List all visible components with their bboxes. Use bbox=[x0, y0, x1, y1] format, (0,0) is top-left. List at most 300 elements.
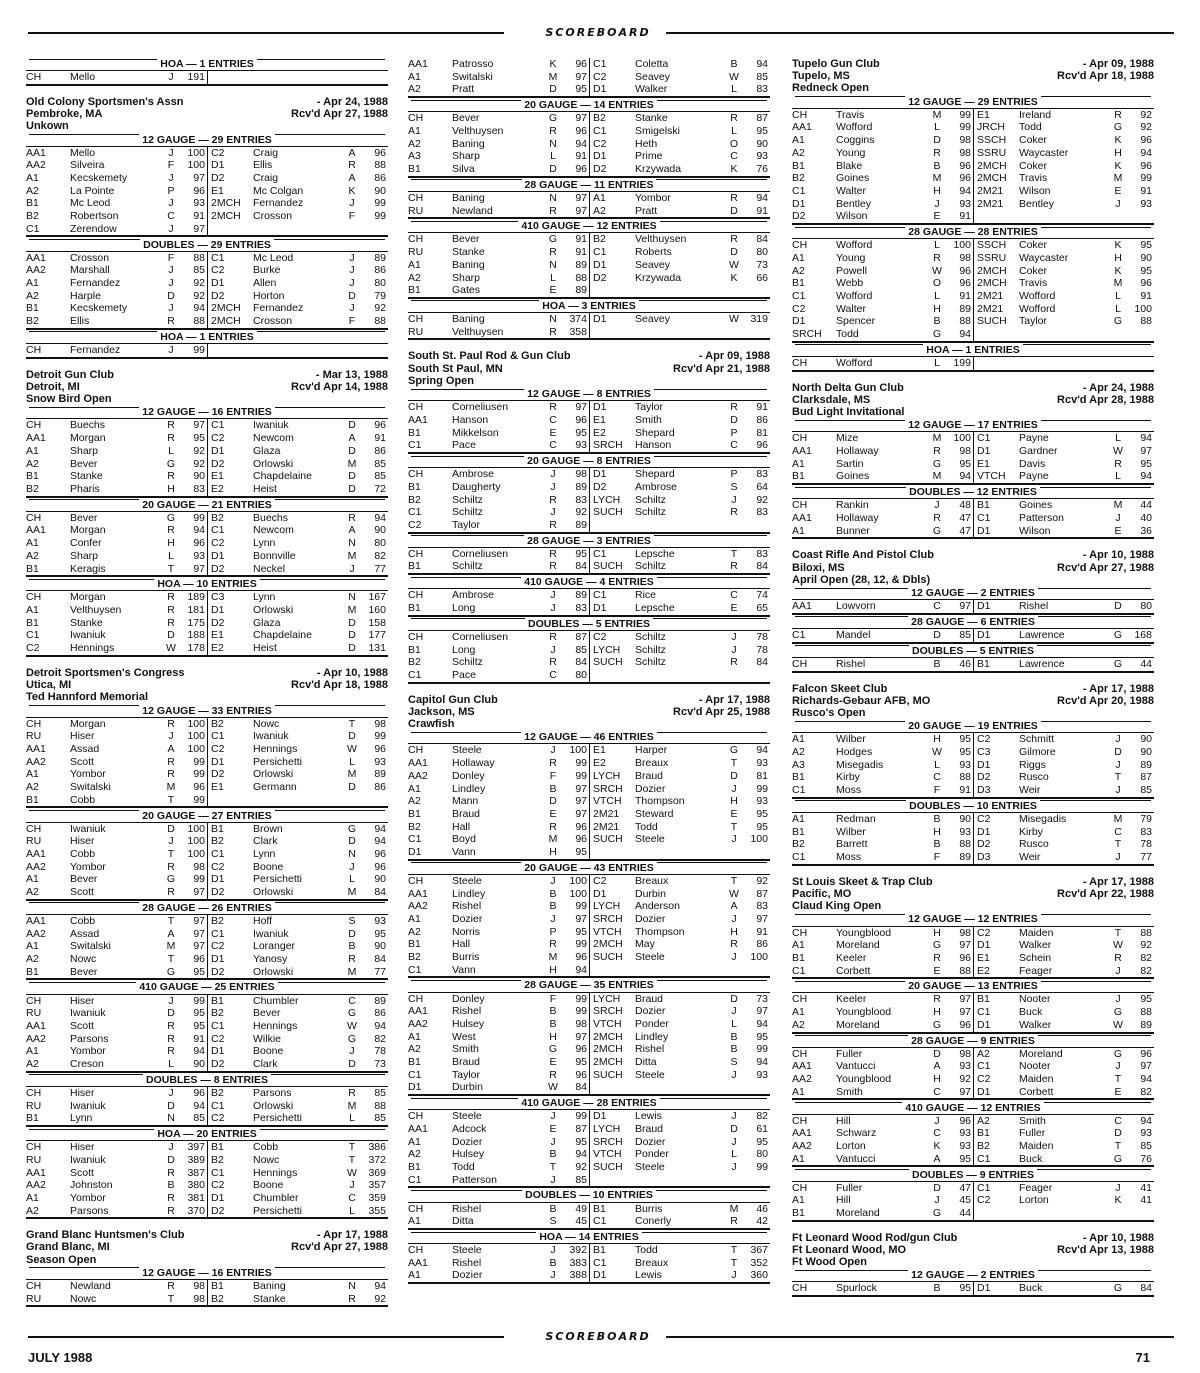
result-left bbox=[26, 928, 207, 941]
class-letter bbox=[726, 669, 742, 682]
shooter-name: Crosson bbox=[253, 315, 293, 328]
score: 94 bbox=[193, 302, 205, 315]
class-letter: D bbox=[348, 927, 356, 940]
shooter-name: Lindley bbox=[452, 887, 486, 900]
results-table bbox=[408, 313, 770, 340]
club-name: St Louis Skeet & Trap Club bbox=[792, 875, 933, 888]
results-table bbox=[26, 252, 388, 330]
result-right bbox=[973, 1086, 1154, 1099]
class-letter: K bbox=[933, 1140, 941, 1153]
table-row bbox=[26, 886, 388, 899]
class-letter: B bbox=[348, 940, 356, 953]
result-right bbox=[589, 326, 770, 339]
result-right bbox=[589, 284, 770, 297]
shooter-name: Walker bbox=[1019, 1018, 1052, 1031]
class-letter: M bbox=[166, 781, 176, 794]
result-right bbox=[207, 470, 388, 483]
class-letter: B bbox=[730, 1030, 738, 1043]
score: 100 bbox=[187, 717, 205, 730]
score: 94 bbox=[575, 137, 587, 150]
event-name: Season Open bbox=[26, 1253, 97, 1266]
section-header bbox=[792, 1035, 1154, 1048]
shooter-name: Walker bbox=[1019, 939, 1052, 952]
result-right bbox=[973, 826, 1154, 839]
score bbox=[1126, 357, 1154, 370]
table-row bbox=[26, 512, 388, 525]
score: 175 bbox=[187, 616, 205, 629]
class-letter: J bbox=[168, 197, 174, 210]
class-code: AA1 bbox=[26, 251, 46, 264]
score: 79 bbox=[374, 289, 386, 302]
club-location: Ft Leonard Wood, MO bbox=[792, 1243, 907, 1256]
class-code: A2 bbox=[408, 795, 421, 808]
result-right bbox=[207, 756, 388, 769]
class-letter: R bbox=[730, 656, 738, 669]
table-row bbox=[408, 589, 770, 602]
table-row bbox=[26, 524, 388, 537]
class-code bbox=[211, 794, 253, 807]
table-row bbox=[408, 1203, 770, 1216]
club-header-line bbox=[792, 549, 1154, 561]
shooter-name: Misegadis bbox=[836, 758, 884, 771]
class-letter: R bbox=[933, 993, 941, 1006]
class-letter: R bbox=[167, 1204, 175, 1217]
result-right bbox=[589, 71, 770, 84]
score: 86 bbox=[374, 444, 386, 457]
result-left bbox=[792, 445, 973, 458]
class-code: CH bbox=[408, 468, 424, 481]
class-letter: R bbox=[933, 251, 941, 264]
class-code: 2M21 bbox=[977, 289, 1004, 302]
score: 100 bbox=[187, 848, 205, 861]
class-code: AA2 bbox=[792, 1140, 812, 1153]
table-row bbox=[26, 730, 388, 743]
table-row bbox=[26, 835, 388, 848]
class-code: RU bbox=[26, 1153, 42, 1166]
shooter-name: Ponder bbox=[635, 1017, 669, 1030]
class-code: D2 bbox=[211, 1058, 225, 1071]
class-code: SRCH bbox=[792, 327, 822, 340]
shooter-name: Lynn bbox=[70, 1112, 93, 1125]
event-name: Crawfish bbox=[408, 718, 455, 731]
class-code: CH bbox=[408, 744, 424, 757]
section-rule bbox=[29, 499, 139, 500]
class-code: E1 bbox=[211, 629, 224, 642]
score: 95 bbox=[756, 124, 768, 137]
class-code: CH bbox=[408, 630, 424, 643]
club-block bbox=[26, 58, 388, 86]
result-left bbox=[792, 993, 973, 1006]
score: 96 bbox=[374, 860, 386, 873]
class-letter: R bbox=[549, 493, 557, 506]
shooter-name: Persichetti bbox=[253, 1204, 303, 1217]
score: 383 bbox=[569, 1256, 587, 1269]
score: 99 bbox=[193, 768, 205, 781]
shooter-name: Iwaniuk bbox=[70, 1007, 106, 1020]
result-right bbox=[589, 1174, 770, 1187]
table-row bbox=[26, 781, 388, 794]
class-code: A1 bbox=[408, 1135, 421, 1148]
score: 90 bbox=[374, 524, 386, 537]
result-left bbox=[792, 210, 973, 223]
table-row bbox=[26, 1087, 388, 1100]
section-rule bbox=[795, 344, 923, 345]
score: 80 bbox=[374, 537, 386, 550]
score bbox=[742, 519, 770, 532]
shooter-name: Scott bbox=[70, 755, 94, 768]
result-right bbox=[589, 439, 770, 452]
score: 397 bbox=[187, 1141, 205, 1154]
section-rule bbox=[260, 1129, 385, 1130]
score: 95 bbox=[575, 426, 587, 439]
class-code: CH bbox=[26, 1280, 42, 1293]
class-letter: J bbox=[550, 912, 556, 925]
class-code: E2 bbox=[977, 964, 990, 977]
class-letter: R bbox=[549, 630, 557, 643]
score: 94 bbox=[756, 58, 768, 70]
result-left bbox=[792, 1086, 973, 1099]
section-header bbox=[792, 645, 1154, 658]
result-right bbox=[207, 419, 388, 432]
shooter-name: Schiltz bbox=[452, 656, 483, 669]
class-letter: G bbox=[347, 1007, 357, 1020]
class-code: D2 bbox=[211, 172, 225, 185]
score: 369 bbox=[368, 1166, 386, 1179]
score: 93 bbox=[959, 1127, 971, 1140]
result-right bbox=[589, 548, 770, 561]
section-label: HOA — 14 ENTRIES bbox=[539, 1231, 639, 1243]
score: 91 bbox=[756, 204, 768, 217]
shooter-name: Moreland bbox=[1019, 1047, 1063, 1060]
result-right bbox=[973, 927, 1154, 940]
class-code: A1 bbox=[792, 1085, 805, 1098]
result-right bbox=[589, 833, 770, 846]
score: 98 bbox=[575, 1017, 587, 1030]
club-header-line bbox=[26, 393, 388, 405]
class-letter: H bbox=[1114, 146, 1122, 159]
score: 96 bbox=[575, 163, 587, 175]
table-row bbox=[408, 1031, 770, 1044]
shooter-name: Kirby bbox=[836, 771, 860, 784]
result-left bbox=[408, 1269, 589, 1282]
shooter-name: Smith bbox=[452, 1043, 479, 1056]
result-left bbox=[792, 328, 973, 341]
class-code: D1 bbox=[977, 600, 991, 613]
shooter-name: Payne bbox=[1019, 432, 1049, 445]
class-code: A1 bbox=[26, 940, 39, 953]
score: 93 bbox=[1140, 197, 1152, 210]
result-right bbox=[589, 1031, 770, 1044]
section-header bbox=[26, 499, 388, 512]
club-header bbox=[26, 1229, 388, 1266]
table-row bbox=[26, 1020, 388, 1033]
class-letter: G bbox=[1113, 315, 1123, 328]
shooter-name bbox=[253, 71, 344, 84]
page-footer bbox=[28, 1350, 1150, 1365]
class-letter: J bbox=[934, 1114, 940, 1127]
results-table bbox=[26, 718, 388, 809]
score: 96 bbox=[756, 439, 768, 452]
shooter-name: Heist bbox=[253, 642, 277, 655]
result-right bbox=[207, 718, 388, 731]
shooter-name: Iwaniuk bbox=[70, 1099, 106, 1112]
class-code: C1 bbox=[977, 1060, 991, 1073]
score: 99 bbox=[193, 994, 205, 1007]
score: 88 bbox=[1140, 315, 1152, 328]
table-row bbox=[26, 743, 388, 756]
class-letter: D bbox=[549, 83, 557, 96]
class-letter: W bbox=[1113, 939, 1123, 952]
table-row bbox=[408, 993, 770, 1006]
score: 94 bbox=[193, 1099, 205, 1112]
score: 99 bbox=[575, 757, 587, 770]
result-right bbox=[207, 550, 388, 563]
score: 95 bbox=[575, 925, 587, 938]
column-3 bbox=[792, 58, 1154, 1307]
table-row bbox=[408, 246, 770, 259]
result-left bbox=[792, 277, 973, 290]
class-code: D1 bbox=[593, 887, 607, 900]
score: 355 bbox=[368, 1204, 386, 1217]
event-name: Bud Light Invitational bbox=[792, 405, 905, 418]
class-letter: L bbox=[731, 1017, 737, 1030]
score: 92 bbox=[756, 493, 768, 506]
table-row bbox=[792, 759, 1154, 772]
score: 64 bbox=[756, 480, 768, 493]
score: 46 bbox=[959, 657, 971, 670]
class-letter: D bbox=[348, 616, 356, 629]
table-row bbox=[792, 1140, 1154, 1153]
table-row bbox=[792, 1153, 1154, 1166]
shooter-name: Burris bbox=[452, 950, 480, 963]
class-code: B2 bbox=[26, 210, 39, 223]
class-letter bbox=[726, 326, 742, 339]
score: 84 bbox=[374, 886, 386, 899]
class-letter: D bbox=[1114, 746, 1122, 759]
score: 99 bbox=[959, 121, 971, 134]
shooter-name: Hodges bbox=[836, 746, 873, 759]
score: 84 bbox=[756, 233, 768, 246]
shooter-name: Hall bbox=[452, 820, 471, 833]
result-left bbox=[26, 1020, 207, 1033]
section-rule bbox=[795, 981, 905, 982]
class-code: SUCH bbox=[593, 950, 623, 963]
result-left bbox=[408, 58, 589, 71]
section-rule bbox=[29, 134, 139, 135]
table-row bbox=[792, 290, 1154, 303]
class-letter bbox=[1110, 1207, 1126, 1220]
class-letter: T bbox=[1114, 1073, 1122, 1086]
score: 84 bbox=[374, 953, 386, 966]
result-right bbox=[589, 414, 770, 427]
class-code bbox=[593, 326, 635, 339]
class-letter: F bbox=[549, 769, 557, 782]
shooter-name: Morgan bbox=[70, 591, 106, 604]
shooter-name: Adcock bbox=[452, 1122, 487, 1135]
score: 96 bbox=[193, 537, 205, 550]
score: 380 bbox=[187, 1179, 205, 1192]
score: 44 bbox=[1140, 499, 1152, 512]
shooter-name: Ambrose bbox=[635, 480, 678, 493]
shooter-name: Newland bbox=[452, 204, 493, 217]
result-right bbox=[207, 617, 388, 630]
score: 84 bbox=[756, 560, 768, 573]
shooter-name: Donley bbox=[452, 769, 485, 782]
result-left bbox=[792, 746, 973, 759]
score: 90 bbox=[193, 1058, 205, 1071]
result-left bbox=[408, 1174, 589, 1187]
shooter-name: Mello bbox=[70, 146, 96, 159]
score: 97 bbox=[193, 927, 205, 940]
class-letter: J bbox=[349, 197, 355, 210]
shooter-name: Confer bbox=[70, 537, 102, 550]
score: 97 bbox=[575, 807, 587, 820]
score: 86 bbox=[374, 1007, 386, 1020]
score: 97 bbox=[575, 795, 587, 808]
class-code: SUCH bbox=[593, 656, 623, 669]
class-code: D1 bbox=[977, 629, 991, 642]
score: 95 bbox=[959, 1152, 971, 1165]
class-letter: B bbox=[549, 1202, 557, 1215]
club-location: Richards-Gebaur AFB, MO bbox=[792, 694, 931, 707]
results-table bbox=[408, 744, 770, 860]
class-letter: R bbox=[348, 159, 356, 172]
table-row bbox=[408, 644, 770, 657]
score: 83 bbox=[1140, 825, 1152, 838]
score: 95 bbox=[575, 547, 587, 560]
section-rule bbox=[411, 221, 518, 222]
section-rule bbox=[657, 980, 767, 981]
class-letter: L bbox=[731, 124, 737, 137]
club-block bbox=[26, 1229, 388, 1307]
section-rule bbox=[411, 1232, 536, 1233]
table-row bbox=[792, 432, 1154, 445]
result-right bbox=[207, 953, 388, 966]
score: 77 bbox=[374, 562, 386, 575]
section-header bbox=[26, 133, 388, 146]
shooter-name: Glaza bbox=[253, 616, 281, 629]
class-code: CH bbox=[792, 356, 808, 369]
section-rule bbox=[274, 239, 385, 240]
class-code: CH bbox=[26, 1086, 42, 1099]
shooter-name: Goines bbox=[836, 172, 870, 185]
shooter-name: Seavey bbox=[635, 313, 671, 326]
class-letter: J bbox=[550, 744, 556, 757]
table-row bbox=[26, 953, 388, 966]
class-letter: G bbox=[548, 233, 558, 246]
table-row bbox=[792, 185, 1154, 198]
score: 96 bbox=[959, 277, 971, 290]
shooter-name: Lewis bbox=[635, 1110, 662, 1123]
shooter-name: Todd bbox=[635, 820, 658, 833]
class-code: D2 bbox=[593, 163, 607, 175]
result-right bbox=[207, 886, 388, 899]
shooter-name: Lynn bbox=[253, 848, 276, 861]
result-left bbox=[408, 233, 589, 246]
class-code: C2 bbox=[26, 642, 40, 655]
shooter-name: Taylor bbox=[635, 401, 664, 414]
section-header bbox=[26, 704, 388, 717]
shooter-name: Mann bbox=[452, 795, 479, 808]
shooter-name: Norris bbox=[452, 925, 480, 938]
shooter-name: Dozier bbox=[635, 782, 666, 795]
shooter-name: Stanke bbox=[253, 1292, 286, 1305]
shooter-name: Fernandez bbox=[253, 302, 304, 315]
shooter-name: Walter bbox=[836, 184, 866, 197]
class-code: A1 bbox=[792, 733, 805, 746]
result-right bbox=[973, 1073, 1154, 1086]
result-left bbox=[26, 550, 207, 563]
shooter-name: Prime bbox=[635, 150, 663, 163]
table-row bbox=[792, 357, 1154, 370]
table-row bbox=[26, 1192, 388, 1205]
table-row bbox=[408, 926, 770, 939]
class-code: D2 bbox=[211, 886, 225, 899]
shooter-name: Weir bbox=[1019, 784, 1041, 797]
score: 96 bbox=[575, 950, 587, 963]
results-table bbox=[792, 733, 1154, 798]
score: 374 bbox=[569, 313, 587, 326]
shooter-name bbox=[635, 1081, 726, 1094]
club-location: Tupelo, MS bbox=[792, 70, 850, 83]
result-right bbox=[589, 112, 770, 125]
shooter-name bbox=[253, 794, 344, 807]
score: 96 bbox=[959, 951, 971, 964]
score: 97 bbox=[575, 70, 587, 83]
result-left bbox=[26, 290, 207, 303]
score: 94 bbox=[959, 470, 971, 483]
score: 85 bbox=[374, 470, 386, 483]
class-letter: C bbox=[167, 210, 175, 223]
class-letter: R bbox=[348, 511, 356, 524]
shooter-name: Travis bbox=[1019, 277, 1048, 290]
result-right bbox=[207, 995, 388, 1008]
class-code: A1 bbox=[26, 1045, 39, 1058]
score: 96 bbox=[575, 1043, 587, 1056]
class-code: AA2 bbox=[26, 1179, 46, 1192]
result-right bbox=[207, 71, 388, 84]
score: 86 bbox=[374, 264, 386, 277]
table-row bbox=[408, 1005, 770, 1018]
class-code: C1 bbox=[211, 1166, 225, 1179]
result-right bbox=[207, 1280, 388, 1293]
score: 94 bbox=[1140, 1073, 1152, 1086]
class-code: E2 bbox=[593, 757, 606, 770]
footer-title: SCOREBOARD bbox=[545, 1330, 651, 1343]
table-row bbox=[792, 445, 1154, 458]
club-header bbox=[26, 369, 388, 406]
score: 100 bbox=[187, 822, 205, 835]
section-label: 20 GAUGE — 13 ENTRIES bbox=[908, 980, 1038, 993]
class-code: CH bbox=[792, 993, 808, 1006]
shooter-name: Mc Colgan bbox=[253, 184, 304, 197]
class-letter: L bbox=[1115, 432, 1121, 445]
shooter-name: Braud bbox=[635, 769, 664, 782]
result-right bbox=[973, 147, 1154, 160]
received-date: Rcv'd Apr 18, 1988 bbox=[291, 679, 388, 692]
class-letter: J bbox=[1115, 993, 1121, 1006]
header-rule-right bbox=[666, 32, 1174, 34]
section-header bbox=[792, 616, 1154, 629]
result-left bbox=[792, 525, 973, 538]
section-label: 28 GAUGE — 9 ENTRIES bbox=[911, 1034, 1035, 1047]
result-right bbox=[973, 210, 1154, 223]
class-code: CH bbox=[408, 992, 424, 1005]
class-letter: R bbox=[167, 419, 175, 432]
event-name: Unkown bbox=[26, 120, 69, 133]
result-left bbox=[792, 1073, 973, 1086]
result-left bbox=[26, 1058, 207, 1071]
